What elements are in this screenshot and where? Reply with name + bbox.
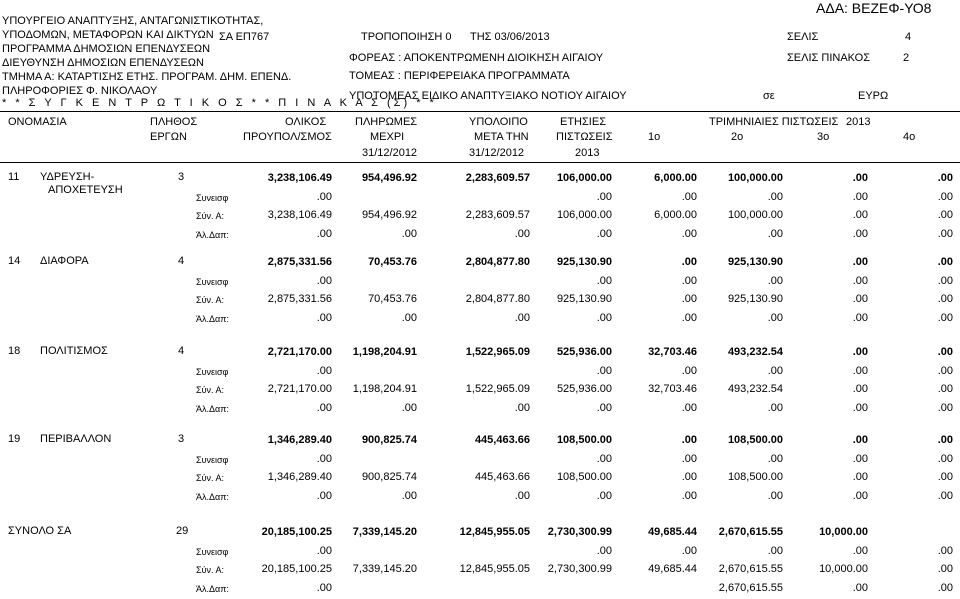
- amount-cell: .00: [681, 293, 697, 306]
- amount-cell: 12,845,955.05: [459, 526, 530, 538]
- amount-cell: .00: [681, 227, 697, 240]
- amount-cell: 2,875,331.56: [267, 293, 332, 306]
- amount-cell: 32,703.46: [648, 383, 697, 396]
- amount-cell: 2,670,615.55: [718, 563, 783, 576]
- col-header-name: ΟΝΟΜΑΣΙΑ: [8, 116, 67, 128]
- other-expense-label: Άλ.Δαπ:: [196, 583, 229, 594]
- col-header-payments: ΠΛΗΡΩΜΕΣ: [355, 116, 418, 128]
- table-page-number: 2: [903, 52, 910, 64]
- col-header-total: ΟΛΙΚΟΣ: [285, 116, 327, 128]
- col-header-q1: 1ο: [648, 131, 661, 143]
- information-line: ΠΛΗΡΟΦΟΡΙΕΣ Φ. ΝΙΚΟΛΑΟΥ: [2, 85, 158, 97]
- amount-cell: .00: [852, 452, 868, 465]
- amount-cell: .00: [596, 544, 612, 557]
- amount-cell: .00: [681, 452, 697, 465]
- amount-cell: 1,522,965.09: [465, 383, 530, 396]
- amendment-date: ΤΗΣ 03/06/2013: [470, 31, 550, 43]
- amount-cell: .00: [937, 489, 953, 502]
- amount-cell: 900,825.74: [361, 434, 417, 446]
- amount-cell: 32,703.46: [648, 346, 697, 358]
- amount-cell: .00: [514, 227, 530, 240]
- group-name: ΠΟΛΙΤΙΣΜΟΣ: [40, 345, 108, 357]
- amount-cell: 100,000.00: [727, 172, 783, 184]
- amount-cell: 7,339,145.20: [352, 563, 417, 576]
- amount-cell: .00: [596, 401, 612, 414]
- amount-cell: .00: [596, 311, 612, 324]
- group-project-count: 4: [178, 255, 185, 267]
- other-expense-label: Άλ.Δαπ:: [196, 313, 229, 324]
- amount-cell: 1,198,204.91: [352, 346, 417, 358]
- amount-cell: 900,825.74: [361, 471, 417, 484]
- amount-cell: 2,804,877.80: [465, 256, 530, 268]
- amount-cell: .00: [937, 346, 953, 358]
- amount-cell: 20,185,100.25: [261, 526, 332, 538]
- group-name: ΥΔΡΕΥΣΗ-: [40, 171, 95, 183]
- amount-cell: .00: [514, 401, 530, 414]
- amount-cell: 2,804,877.80: [465, 293, 530, 306]
- contribution-label: Συνεισφ: [196, 546, 229, 557]
- other-expense-label: Άλ.Δαπ:: [196, 491, 229, 502]
- amount-cell: .00: [937, 563, 953, 576]
- amount-cell: .00: [852, 190, 868, 203]
- ministry-line-1: ΥΠΟΥΡΓΕΙΟ ΑΝΑΠΤΥΞΗΣ, ΑΝΤΑΓΩΝΙΣΤΙΚΟΤΗΤΑΣ,: [2, 15, 264, 27]
- amount-cell: .00: [852, 401, 868, 414]
- amount-cell: .00: [767, 452, 783, 465]
- col-header-total-sub: ΠΡΟΥΠΟΛ/ΣΜΟΣ: [243, 131, 332, 143]
- amount-cell: 2,721,170.00: [267, 346, 332, 358]
- contribution-label: Συνεισφ: [196, 276, 229, 287]
- page-label: ΣΕΛΙΣ: [787, 31, 819, 43]
- amount-cell: 445,463.66: [474, 471, 530, 484]
- amount-cell: 20,185,100.25: [261, 563, 332, 576]
- page-number: 4: [905, 31, 912, 43]
- amount-cell: 2,670,615.55: [718, 581, 783, 594]
- amount-cell: .00: [401, 311, 417, 324]
- amount-cell: .00: [596, 452, 612, 465]
- currency-label: ΕΥΡΩ: [858, 90, 889, 102]
- amount-cell: 1,198,204.91: [352, 383, 417, 396]
- amount-cell: .00: [767, 274, 783, 287]
- amount-cell: 108,500.00: [556, 434, 612, 446]
- amount-cell: .00: [596, 274, 612, 287]
- amount-cell: 3,238,106.49: [267, 209, 332, 222]
- amount-cell: 954,496.92: [361, 209, 417, 222]
- group-project-count: 3: [178, 171, 185, 183]
- amount-cell: .00: [852, 274, 868, 287]
- ministry-line-2: ΥΠΟΔΟΜΩΝ, ΜΕΤΑΦΟΡΩΝ ΚΑΙ ΔΙΚΤΥΩΝ: [2, 29, 214, 41]
- amount-cell: 1,346,289.40: [267, 471, 332, 484]
- amount-cell: 6,000.00: [654, 172, 697, 184]
- amount-cell: .00: [852, 383, 868, 396]
- col-header-count-sub: ΕΡΓΩΝ: [150, 131, 187, 143]
- contribution-label: Συνεισφ: [196, 366, 229, 377]
- amendment-number: ΤΡΟΠΟΠΟΙΗΣΗ 0: [361, 31, 452, 43]
- unit-prefix: σε: [763, 90, 775, 102]
- other-expense-label: Άλ.Δαπ:: [196, 229, 229, 240]
- summary-table-banner: * * Σ Υ Γ Κ Ε Ν Τ Ρ Ω Τ Ι Κ Ο Σ * * Π Ι Ν Α Κ Α Σ (Σ) * *: [2, 97, 437, 109]
- contribution-label: Συνεισφ: [196, 192, 229, 203]
- amount-cell: 525,936.00: [556, 383, 612, 396]
- amount-cell: .00: [767, 364, 783, 377]
- amount-cell: .00: [401, 489, 417, 502]
- amount-cell: 2,730,300.99: [547, 526, 612, 538]
- amount-cell: 1,522,965.09: [465, 346, 530, 358]
- amount-cell: .00: [316, 311, 332, 324]
- col-header-count: ΠΛΗΘΟΣ: [150, 116, 198, 128]
- amount-cell: 925,130.90: [556, 256, 612, 268]
- col-header-q2: 2ο: [731, 131, 744, 143]
- amount-cell: 49,685.44: [648, 563, 697, 576]
- amount-cell: 925,130.90: [556, 293, 612, 306]
- col-header-quarterly: ΤΡΙΜΗΝΙΑΙΕΣ ΠΙΣΤΩΣΕΙΣ: [709, 116, 839, 128]
- amount-cell: 10,000.00: [819, 526, 868, 538]
- amount-cell: .00: [937, 471, 953, 484]
- subsector-line: ΥΠΟΤΟΜΕΑΣ ΕΙΔΙΚΟ ΑΝΑΠΤΥΞΙΑΚΟ ΝΟΤΙΟΥ ΑΙΓΑΙΟΥ: [349, 90, 627, 102]
- group-name-line-2: ΑΠΟΧΕΤΕΥΣΗ: [48, 184, 123, 196]
- amount-cell: .00: [596, 364, 612, 377]
- amount-cell: .00: [681, 256, 697, 268]
- group-code: 19: [8, 433, 21, 445]
- amount-cell: .00: [937, 364, 953, 377]
- amount-cell: .00: [681, 471, 697, 484]
- amount-cell: .00: [937, 581, 953, 594]
- amount-cell: 49,685.44: [648, 526, 697, 538]
- header-top-rule: [0, 111, 960, 112]
- amount-cell: .00: [316, 227, 332, 240]
- amount-cell: .00: [681, 364, 697, 377]
- group-name: ΠΕΡΙΒΑΛΛΟΝ: [40, 433, 112, 445]
- amount-cell: .00: [937, 544, 953, 557]
- col-header-payments-sub: ΜΕΧΡΙ: [370, 131, 405, 143]
- amount-cell: .00: [316, 401, 332, 414]
- col-header-remaining: ΥΠΟΛΟΙΠΟ: [469, 116, 528, 128]
- sector-line: ΤΟΜΕΑΣ : ΠΕΡΙΦΕΡΕΙΑΚΑ ΠΡΟΓΡΑΜΜΑΤΑ: [349, 70, 570, 82]
- total-label: ΣΥΝΟΛΟ ΣΑ: [8, 525, 72, 537]
- amount-cell: .00: [852, 311, 868, 324]
- department-line: ΤΜΗΜΑ Α: ΚΑΤΑΡΤΙΣΗΣ ΕΤΗΣ. ΠΡΟΓΡΑΜ. ΔΗΜ. ΕΠΕΝΔ.: [2, 71, 292, 83]
- amount-cell: .00: [681, 434, 697, 446]
- amount-cell: .00: [681, 544, 697, 557]
- directorate-line: ΔΙΕΥΘΥΝΣΗ ΔΗΜΟΣΙΩΝ ΕΠΕΝΔΥΣΕΩΝ: [2, 57, 204, 69]
- amount-cell: .00: [316, 274, 332, 287]
- col-header-payments-date: 31/12/2012: [362, 147, 418, 159]
- other-expense-label: Άλ.Δαπ:: [196, 403, 229, 414]
- amount-cell: .00: [937, 452, 953, 465]
- amount-cell: 70,453.76: [368, 256, 417, 268]
- amount-cell: .00: [316, 489, 332, 502]
- ada-code: ΑΔΑ: ΒΕΖΕΦ-ΥΟ8: [816, 0, 932, 16]
- subtotal-a-label: Σύν. Α:: [196, 295, 224, 306]
- amount-cell: .00: [767, 227, 783, 240]
- group-project-count: 4: [178, 345, 185, 357]
- amount-cell: .00: [316, 190, 332, 203]
- subtotal-a-label: Σύν. Α:: [196, 565, 224, 576]
- group-project-count: 3: [178, 433, 185, 445]
- amount-cell: .00: [852, 434, 868, 446]
- amount-cell: .00: [681, 489, 697, 502]
- subtotal-a-label: Σύν. Α:: [196, 473, 224, 484]
- amount-cell: 525,936.00: [556, 346, 612, 358]
- amount-cell: .00: [937, 311, 953, 324]
- header-bottom-rule: [0, 162, 960, 163]
- amount-cell: 70,453.76: [368, 293, 417, 306]
- col-header-q4: 4ο: [903, 131, 916, 143]
- amount-cell: 100,000.00: [727, 209, 783, 222]
- amount-cell: 2,283,609.57: [465, 172, 530, 184]
- amount-cell: 925,130.90: [727, 293, 783, 306]
- amount-cell: .00: [767, 544, 783, 557]
- amount-cell: .00: [316, 452, 332, 465]
- amount-cell: 108,500.00: [727, 471, 783, 484]
- amount-cell: 12,845,955.05: [459, 563, 530, 576]
- total-project-count: 29: [176, 525, 189, 537]
- amount-cell: .00: [937, 172, 953, 184]
- agency-line: ΦΟΡΕΑΣ : ΑΠΟΚΕΝΤΡΩΜΕΝΗ ΔΙΟΙΚΗΣΗ ΑΙΓΑΙΟΥ: [349, 52, 604, 64]
- amount-cell: 3,238,106.49: [267, 172, 332, 184]
- amount-cell: .00: [937, 190, 953, 203]
- amount-cell: .00: [316, 581, 332, 594]
- amount-cell: 10,000.00: [819, 563, 868, 576]
- amount-cell: 493,232.54: [727, 383, 783, 396]
- subtotal-a-label: Σύν. Α:: [196, 211, 224, 222]
- amount-cell: .00: [852, 471, 868, 484]
- amount-cell: .00: [681, 190, 697, 203]
- amount-cell: .00: [937, 383, 953, 396]
- amount-cell: .00: [767, 401, 783, 414]
- amount-cell: 6,000.00: [654, 209, 697, 222]
- amount-cell: 493,232.54: [727, 346, 783, 358]
- group-code: 14: [8, 255, 21, 267]
- amount-cell: .00: [681, 274, 697, 287]
- amount-cell: 108,500.00: [556, 471, 612, 484]
- amount-cell: .00: [852, 227, 868, 240]
- amount-cell: .00: [937, 227, 953, 240]
- amount-cell: .00: [937, 293, 953, 306]
- amount-cell: .00: [596, 227, 612, 240]
- amount-cell: .00: [316, 364, 332, 377]
- amount-cell: .00: [937, 209, 953, 222]
- amount-cell: .00: [852, 364, 868, 377]
- amount-cell: .00: [937, 401, 953, 414]
- amount-cell: .00: [401, 227, 417, 240]
- col-header-annual-year: 2013: [575, 147, 600, 159]
- amount-cell: .00: [852, 256, 868, 268]
- group-name: ΔΙΑΦΟΡΑ: [40, 255, 89, 267]
- amount-cell: .00: [401, 401, 417, 414]
- amount-cell: .00: [852, 172, 868, 184]
- col-header-annual: ΕΤΗΣΙΕΣ: [560, 116, 606, 128]
- amount-cell: .00: [937, 434, 953, 446]
- amount-cell: .00: [316, 544, 332, 557]
- col-header-remaining-sub: ΜΕΤΑ ΤΗΝ: [474, 131, 529, 143]
- program-line: ΠΡΟΓΡΑΜΜΑ ΔΗΜΟΣΙΩΝ ΕΠΕΝΔΥΣΕΩΝ: [2, 43, 211, 55]
- amount-cell: 106,000.00: [556, 172, 612, 184]
- amount-cell: 2,730,300.99: [547, 563, 612, 576]
- amount-cell: .00: [852, 489, 868, 502]
- amount-cell: .00: [852, 581, 868, 594]
- amount-cell: 2,670,615.55: [718, 526, 783, 538]
- amount-cell: 2,875,331.56: [267, 256, 332, 268]
- col-header-quarterly-year: 2013: [846, 116, 871, 128]
- contribution-label: Συνεισφ: [196, 454, 229, 465]
- amount-cell: .00: [852, 346, 868, 358]
- amount-cell: 445,463.66: [474, 434, 530, 446]
- amount-cell: 2,721,170.00: [267, 383, 332, 396]
- amount-cell: 2,283,609.57: [465, 209, 530, 222]
- amount-cell: 925,130.90: [727, 256, 783, 268]
- col-header-q3: 3ο: [817, 131, 830, 143]
- amount-cell: .00: [852, 293, 868, 306]
- amount-cell: .00: [767, 190, 783, 203]
- amount-cell: 954,496.92: [361, 172, 417, 184]
- amount-cell: .00: [514, 311, 530, 324]
- amount-cell: .00: [767, 311, 783, 324]
- amount-cell: .00: [852, 209, 868, 222]
- sa-code: ΣΑ ΕΠ767: [219, 31, 270, 43]
- amount-cell: .00: [514, 489, 530, 502]
- col-header-remaining-date: 31/12/2012: [469, 147, 525, 159]
- amount-cell: .00: [937, 274, 953, 287]
- amount-cell: 106,000.00: [556, 209, 612, 222]
- amount-cell: 108,500.00: [727, 434, 783, 446]
- amount-cell: .00: [767, 489, 783, 502]
- amount-cell: .00: [596, 190, 612, 203]
- group-code: 18: [8, 345, 21, 357]
- amount-cell: .00: [852, 544, 868, 557]
- table-page-label: ΣΕΛΙΣ ΠΙΝΑΚΟΣ: [787, 52, 871, 64]
- group-code: 11: [8, 171, 20, 183]
- amount-cell: .00: [596, 489, 612, 502]
- subtotal-a-label: Σύν. Α:: [196, 385, 224, 396]
- amount-cell: .00: [681, 311, 697, 324]
- amount-cell: 1,346,289.40: [267, 434, 332, 446]
- amount-cell: .00: [937, 256, 953, 268]
- amount-cell: .00: [681, 401, 697, 414]
- col-header-annual-sub: ΠΙΣΤΩΣΕΙΣ: [556, 131, 613, 143]
- amount-cell: 7,339,145.20: [352, 526, 417, 538]
